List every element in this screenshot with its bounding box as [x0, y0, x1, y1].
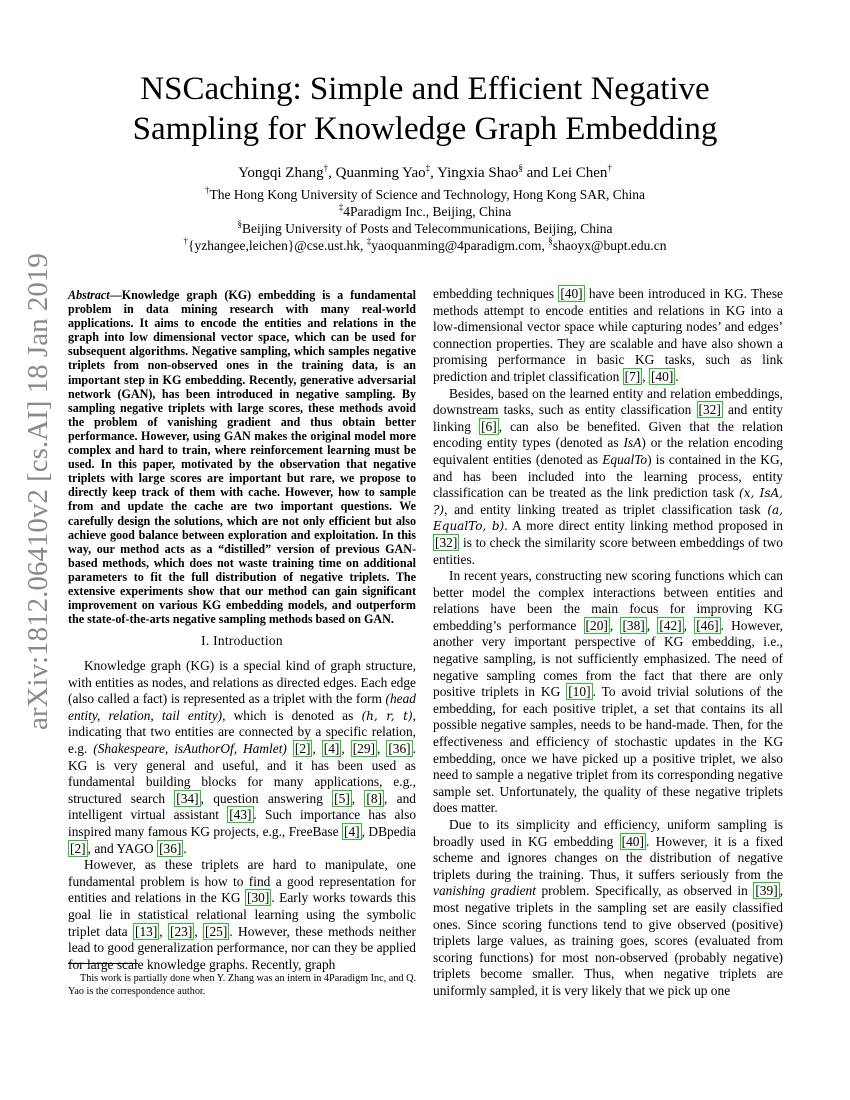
text-run: Due to its simplicity and efficiency, uniform sampling is broadly used in KG embedding — [433, 817, 783, 849]
text-run: , and entity linking treated as triplet classification task — [444, 501, 768, 517]
affiliation-text: 4Paradigm Inc., Beijing, China — [343, 204, 512, 219]
italic-run: vanishing gradient — [433, 883, 536, 899]
citation-link[interactable]: [34] — [176, 790, 199, 806]
math: (h, r, t) — [361, 708, 413, 723]
citation-link[interactable]: [43] — [229, 807, 252, 823]
affiliation-mark: ‡ — [338, 202, 344, 212]
text-run: is to check the similarity score between embeddings of two entities. — [433, 534, 783, 567]
text-run: ) is contained in the KG, and has been included into the learning process, entity classification can be treated as the link prediction task — [433, 451, 783, 501]
text-run: . — [183, 840, 187, 856]
footnote: This work is partially done when Y. Zhang was an intern in 4Paradigm Inc, and Q. Yao is the correspondence author. — [68, 973, 416, 997]
author-mark: § — [518, 163, 523, 173]
math: (a, EqualTo, b) — [433, 502, 783, 534]
email-mark: ‡ — [366, 236, 372, 246]
abstract-text: —Knowledge graph (KG) embedding is a fundamental problem in data mining research with many real-world applications. It aims to encode the entities and relations in the graph into low dimensional vector space, which can be used for subsequent algorithms. Negative sampling, which samples negative triplets from non-observed ones in the training data, is an important step in KG embedding. Recently, generative adversarial network (GAN), has been introduced in negative sampling. By sampling negative triplets with large scores, these methods avoid the problem of vanishing gradient and thus obtain better performance. However, using GAN makes the original model more complex and hard to train, where reinforcement learning must be used. In this paper, motivated by the observation that negative triplets with large scores are important but rare, we propose to directly keep track of them with cache. However, how to sample from and update the cache are two important questions. We carefully design the solutions, which are not only efficient but also achieve good balance between exploration and exploitation. In this way, our method acts as a “distilled” version of previous GAN-based methods, which does not waste training time on additional parameters to fit the full distribution of negative triplets. The extensive experiments show that our method can gain significant improvement on various KG embedding models, and outperform the state-of-the-arts negative sampling methods based on GAN. — [68, 288, 416, 627]
author-mark: † — [607, 163, 612, 173]
citation-link[interactable]: [32] — [435, 534, 458, 550]
text-run: , which is denoted as — [222, 707, 362, 723]
paragraph: embedding techniques [40] have been introduced in KG. These methods attempt to encode entities and relations in KG into a low-dimensional vector space while capturing nodes’ and edges’ connection properties. They are scalable and have also shown a promising performance in basic KG tasks, such as link prediction and triplet classification [7] , [40] . — [433, 286, 783, 384]
citation-link[interactable]: [7] — [624, 368, 641, 384]
text-run: , DBpedia — [361, 823, 416, 839]
citation-link[interactable]: [38] — [622, 617, 645, 633]
text-run: embedding techniques — [433, 286, 559, 301]
affiliation — [80, 203, 770, 220]
text-run: . Early works towards this goal lie in statistical relational learning using the symbolic triplet data — [68, 890, 416, 939]
affiliation-mark: § — [237, 219, 243, 229]
email[interactable]: shaoyx@bupt.edu.cn — [552, 238, 667, 253]
text-run: . A more direct entity linking method proposed in — [504, 518, 783, 534]
citation-link[interactable]: [4] — [343, 823, 360, 839]
text-run: . Such importance has also inspired many famous KG projects, e.g., FreeBase — [68, 807, 417, 839]
citation-link[interactable]: [42] — [659, 617, 682, 633]
footnote-rule — [68, 963, 138, 964]
right-column-body — [433, 286, 783, 1000]
text-run: In recent years, constructing new scoring functions which can better model the complex interactions between entities and relations have been the main focus for improving KG embedding’s performance — [433, 568, 783, 633]
italic-run: EqualTo — [602, 451, 648, 467]
author-line: Yongqi Zhang†, Quanming Yao‡, Yingxia Shao§ and Lei Chen† — [238, 163, 612, 181]
citation-link[interactable]: [46] — [696, 617, 719, 633]
text-run: . However, it is a fixed scheme and ignores changes on the distribution of negative triplets during the training. Thus, it suffers seriously from the — [433, 833, 783, 882]
email-mark: † — [183, 236, 189, 246]
affiliation — [80, 186, 770, 203]
citation-link[interactable]: [36] — [388, 740, 411, 756]
citation-link[interactable]: [40] — [560, 286, 583, 301]
author-mark: ‡ — [425, 163, 431, 173]
section-heading: I. Introduction — [201, 633, 283, 648]
math: (x, IsA, ?) — [433, 486, 783, 517]
citation-link[interactable]: [2] — [294, 740, 311, 756]
text-run: ) or the relation encoding equivalent entities (denoted as — [433, 435, 783, 467]
citation-link[interactable]: [20] — [585, 617, 608, 633]
paragraph — [433, 386, 783, 569]
author-name: Lei Chen — [552, 165, 608, 181]
text-run: . — [675, 368, 679, 384]
citation-link[interactable]: [29] — [352, 740, 376, 756]
citation-link[interactable]: [40] — [621, 833, 644, 849]
text-run: and entity linking — [433, 402, 783, 434]
text-run: . To avoid trivial solutions of the embedding, for each positive triplet, a set that contains its all possible negative samples, needs to be hand-made. Then, for the effectiveness and efficiency of stochastic updates in the KG embedding, once we have picked up a positive triplet, we also need to sample a negative triplet from its corresponding negative sample set. Unfortunately, the quality of these negative triplets does matter. — [433, 684, 783, 816]
paragraph — [433, 817, 783, 1000]
email[interactable]: {yzhangee,leichen}@cse.ust.hk, — [188, 238, 364, 253]
email-line — [80, 237, 770, 254]
citation-link[interactable]: [36] — [159, 840, 182, 856]
abstract-lead: Abstract — [68, 288, 110, 302]
citation-link[interactable]: [6] — [481, 418, 497, 434]
text-run: , and YAGO — [87, 840, 158, 856]
text-run: , question answering — [200, 790, 333, 806]
text-run: , indicating that two entities are connected by a specific relation, e.g. — [68, 707, 416, 756]
text-run: Besides, based on the learned entity and relation embeddings, downstream tasks, such as entity classification — [433, 385, 783, 418]
citation-link[interactable]: [40] — [650, 368, 674, 384]
citation-link[interactable]: [32] — [698, 402, 721, 418]
text-run: However, as these triplets are hard to manipulate, one fundamental problem is how to find a good representation for entities and relations in the KG — [68, 857, 416, 906]
email[interactable]: yaoquanming@4paradigm.com, — [371, 238, 545, 253]
citation-link[interactable]: [2] — [70, 840, 86, 856]
paragraph: Knowledge graph (KG) is a special kind of graph structure, with entities as nodes, and relations as directed edges. Each edge (also called a fact) is represented as a triplet with the form (head entity, relation, tail entity), which is denoted as (h, r, t), indicating that two entities are connected by a specific relation, e.g. (Shakespeare, isAuthorOf, Hamlet) [2] , [4] , [29] , [36] . KG is very general and useful, and it has been used as fundamental building blocks for many applications, e.g., structured search [34] , question answering [5] , [8] , and intelligent virtual assistant [43] . Such importance has also inspired many famous KG projects, e.g., FreeBase [4] , DBpedia [2] , and YAGO [36] . — [68, 658, 417, 856]
citation-link[interactable]: [13] — [134, 923, 158, 939]
affiliation-text: The Hong Kong University of Science and Technology, Hong Kong SAR, China — [209, 187, 645, 202]
left-column-body — [68, 658, 416, 973]
italic-run: IsA — [623, 435, 642, 451]
text-run: have been introduced in KG. These methods attempt to encode entities and relations in KG into a low-dimensional vector space while capturing nodes’ and edges’ connection properties. They are scalable and have also shown a promising performance in basic KG tasks, such as link prediction and triplet classification — [433, 286, 783, 384]
citation-link[interactable]: [4] — [323, 740, 340, 756]
text-run: . However, another very important perspective of KG embedding, i.e., negative sampling, is not sufficiently emphasized. The need of negative sampling comes from the fact that there are only positive triplets in KG — [433, 617, 783, 700]
affiliation — [80, 220, 770, 237]
text-run: , and intelligent virtual assistant — [68, 790, 416, 823]
text-run: . However, these methods neither lead to good generalization performance, nor can they be applied for large scale knowledge graphs. Recently, graph — [68, 923, 417, 972]
citation-link[interactable]: [39] — [755, 883, 778, 899]
citation-link[interactable]: [8] — [366, 790, 383, 806]
paper-title: NSCaching: Simple and Efficient Negative Sampling for Knowledge Graph Embedding — [132, 71, 718, 147]
italic-run: (head entity, relation, tail entity) — [68, 691, 416, 723]
citation-link[interactable]: [5] — [334, 790, 350, 806]
text-run: Knowledge graph (KG) is a special kind of graph structure, with entities as nodes, and relations as directed edges. Each edge (also called a fact) is represented as a triplet with the form — [68, 658, 416, 707]
citation-link[interactable]: [30] — [247, 890, 270, 906]
affiliation-text: Beijing University of Posts and Telecommunications, Beijing, China — [242, 221, 613, 236]
author-mark: † — [323, 163, 329, 173]
text-run: . KG is very general and useful, and it has been used as fundamental building blocks for many applications, e.g., structured search — [68, 740, 416, 806]
paragraph: However, as these triplets are hard to manipulate, one fundamental problem is how to find a good representation for entities and relations in the KG [30] . Early works towards this goal lie in statistical relational learning using the symbolic triplet data [13] , [23] , [25] . However, these methods neither lead to good generalization performance, nor can they be applied for large scale knowledge graphs. Recently, graph — [68, 857, 417, 972]
affiliation-mark: † — [205, 185, 210, 195]
text-run: problem. Specifically, as observed in — [535, 883, 754, 899]
citation-link[interactable]: [23] — [170, 923, 193, 939]
paragraph: In recent years, constructing new scoring functions which can better model the complex interactions between entities and relations have been the main focus for improving KG embedding’s performance [20] , [38] , [42] , [46] . However, another very important perspective of KG embedding, i.e., negative sampling, is not sufficiently emphasized. The need of negative sampling comes from the fact that there are only positive triplets in KG [10] . To avoid trivial solutions of the embedding, for each positive triplet, a set that contains its all possible negative samples, needs to be hand-made. Then, for the effectiveness and efficiency of stochastic updates in the KG embedding, once we have picked up a positive triplet, we also need to sample a negative triplet from its corresponding negative sample set. Unfortunately, the quality of these negative triplets does matter. — [433, 568, 783, 816]
author-name: Yingxia Shao — [437, 165, 519, 181]
text-run: , most negative triplets in the sampling set are easily classified ones. Since scoring functions tend to give observed (positive) triplets large values, as training goes, scores (evaluated from scoring functions) for most non-observed (probably negative) triplets become smaller. Thus, when negative triplets are uniformly sampled, it is very likely that we pick up one — [433, 883, 784, 998]
author-name: Quanming Yao — [335, 165, 426, 181]
text-run: , can also be benefited. Given that the relation encoding entity types (denoted as — [433, 418, 783, 451]
italic-run: (Shakespeare, isAuthorOf, Hamlet) — [93, 740, 287, 756]
author-name: Yongqi Zhang — [238, 165, 324, 181]
arxiv-watermark: arXiv:1812.06410v2 [cs.AI] 18 Jan 2019 — [22, 253, 54, 730]
abstract — [68, 288, 416, 626]
citation-link[interactable]: [10] — [568, 684, 591, 700]
citation-link[interactable]: [25] — [205, 923, 228, 939]
email-mark: § — [548, 236, 553, 246]
